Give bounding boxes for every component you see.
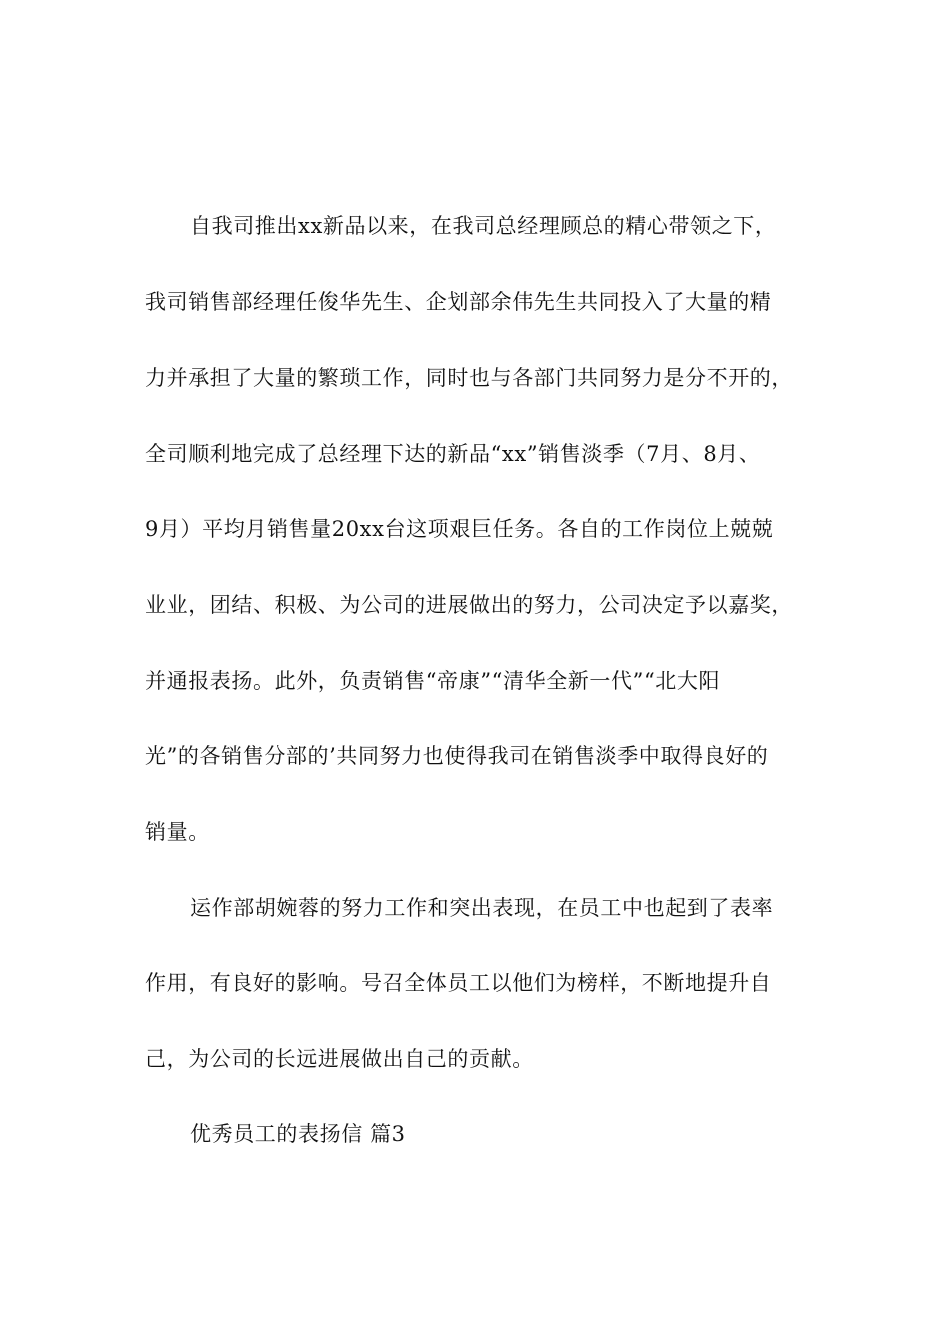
paragraph-1-line-7: 并通报表扬。此外，负责销售“帝康”“清华全新一代”“北大阳 (145, 669, 721, 693)
paragraph-1-line-4: 全司顺利地完成了总经理下达的新品“xx”销售淡季（7月、8月、 (145, 442, 761, 466)
paragraph-2-line-1: 运作部胡婉蓉的努力工作和突出表现，在员工中也起到了表率 (190, 896, 774, 920)
paragraph-1-line-9: 销量。 (145, 820, 210, 844)
paragraph-2-line-2: 作用，有良好的影响。号召全体员工以他们为榜样，不断地提升自 (145, 971, 772, 995)
paragraph-1-line-8: 光”的各销售分部的’共同努力也使得我司在销售淡季中取得良好的 (145, 744, 769, 768)
paragraph-1-line-3: 力并承担了大量的繁琐工作，同时也与各部门共同努力是分不开的， (145, 366, 793, 390)
section-heading: 优秀员工的表扬信 篇3 (190, 1122, 406, 1146)
paragraph-1-line-1: 自我司推出xx新品以来，在我司总经理顾总的精心带领之下， (190, 214, 777, 238)
paragraph-2-line-3: 己，为公司的长远进展做出自己的贡献。 (145, 1047, 534, 1071)
paragraph-1-line-6: 业业，团结、积极、为公司的进展做出的努力，公司决定予以嘉奖， (145, 593, 793, 617)
paragraph-1-line-2: 我司销售部经理任俊华先生、企划部余伟先生共同投入了大量的精 (145, 290, 772, 314)
paragraph-1-line-5: 9月）平均月销售量20xx台这项艰巨任务。各自的工作岗位上兢兢 (145, 517, 774, 541)
